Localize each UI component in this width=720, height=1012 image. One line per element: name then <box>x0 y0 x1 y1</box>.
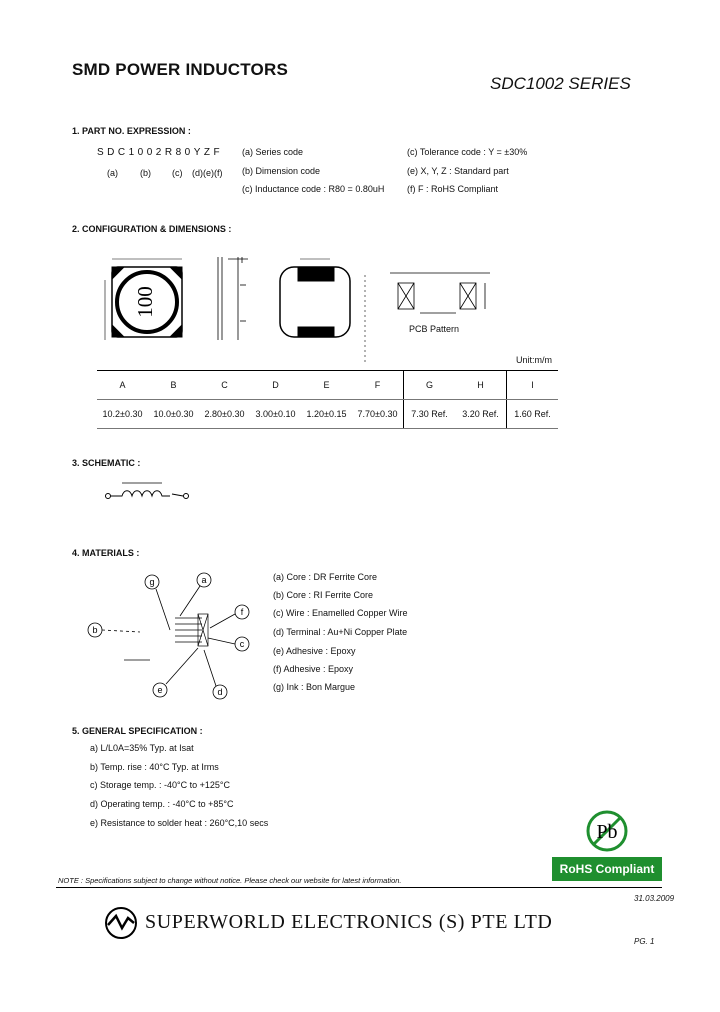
callout-a: a <box>201 575 207 585</box>
document-title: SMD POWER INDUCTORS <box>72 60 288 79</box>
part-desc-a: (a) Series code <box>242 147 304 157</box>
part-code: SDC1002R80YZF <box>97 147 224 158</box>
dim-header-g: G <box>404 371 456 400</box>
company-logo-icon <box>104 906 138 940</box>
dim-header-f: F <box>352 371 404 400</box>
pb-free-icon <box>584 808 630 854</box>
dim-value-a: 10.2±0.30 <box>97 400 148 429</box>
pb-symbol: Pb <box>596 821 618 843</box>
materials-drawing <box>80 568 260 708</box>
specification-note: NOTE : Specifications subject to change without notice. Please check our website for latest information. <box>58 876 402 885</box>
material-a: (a) Core : DR Ferrite Core <box>273 572 378 582</box>
spec-heading: 5. GENERAL SPECIFICATION : <box>72 726 203 736</box>
code-label-def: (d)(e)(f) <box>192 168 223 178</box>
dim-value-c: 2.80±0.30 <box>199 400 250 429</box>
dimensions-value-row <box>97 400 558 429</box>
schematic-drawing <box>100 480 200 508</box>
material-b: (b) Core : RI Ferrite Core <box>273 590 374 600</box>
material-d: (d) Terminal : Au+Ni Copper Plate <box>273 627 408 637</box>
dim-header-a: A <box>97 371 148 400</box>
config-heading: 2. CONFIGURATION & DIMENSIONS : <box>72 224 232 234</box>
code-label-b: (b) <box>140 168 151 178</box>
callout-g: g <box>149 577 155 587</box>
dim-value-h: 3.20 Ref. <box>455 400 507 429</box>
company-name: SUPERWORLD ELECTRONICS (S) PTE LTD <box>145 911 553 933</box>
dim-header-b: B <box>148 371 199 400</box>
spec-a: a) L/L0A=35% Typ. at Isat <box>90 743 194 753</box>
callout-d: d <box>217 687 223 697</box>
callout-c: c <box>239 639 245 649</box>
spec-d: d) Operating temp. : -40°C to +85°C <box>90 799 234 809</box>
callout-f: f <box>240 607 244 617</box>
page-number: PG. 1 <box>634 937 655 946</box>
code-label-c: (c) <box>172 168 183 178</box>
callout-e: e <box>157 685 163 695</box>
part-desc-tol: (c) Tolerance code : Y = ±30% <box>407 147 528 157</box>
dim-value-i: 1.60 Ref. <box>507 400 559 429</box>
dim-value-d: 3.00±0.10 <box>250 400 301 429</box>
part-desc-b: (b) Dimension code <box>242 166 321 176</box>
unit-label: Unit:m/m <box>516 355 552 365</box>
rohs-compliant-badge: RoHS Compliant <box>552 857 662 881</box>
dimensions-header-row <box>97 371 558 400</box>
schematic-heading: 3. SCHEMATIC : <box>72 458 141 468</box>
dim-header-e: E <box>301 371 352 400</box>
footer-divider <box>56 887 662 888</box>
material-g: (g) Ink : Bon Margue <box>273 682 356 692</box>
dim-header-c: C <box>199 371 250 400</box>
spec-b: b) Temp. rise : 40°C Typ. at Irms <box>90 762 219 772</box>
part-no-heading: 1. PART NO. EXPRESSION : <box>72 126 191 136</box>
inductor-marking: 100 <box>132 286 157 318</box>
dim-header-h: H <box>455 371 507 400</box>
document-date: 31.03.2009 <box>634 894 675 903</box>
side-view-drawing <box>218 257 248 340</box>
callout-b: b <box>92 625 98 635</box>
part-desc-c: (c) Inductance code : R80 = 0.80uH <box>242 184 385 194</box>
part-desc-xyz: (e) X, Y, Z : Standard part <box>407 166 509 176</box>
materials-heading: 4. MATERIALS : <box>72 548 140 558</box>
pcb-pattern-label: PCB Pattern <box>409 324 460 334</box>
spec-c: c) Storage temp. : -40°C to +125°C <box>90 780 231 790</box>
dim-header-d: D <box>250 371 301 400</box>
dim-value-g: 7.30 Ref. <box>404 400 456 429</box>
material-c: (c) Wire : Enamelled Copper Wire <box>273 608 408 618</box>
pcb-pattern-drawing <box>390 273 490 313</box>
dim-value-e: 1.20±0.15 <box>301 400 352 429</box>
spec-e: e) Resistance to solder heat : 260°C,10 secs <box>90 818 269 828</box>
bottom-view-drawing <box>280 259 365 363</box>
code-label-a: (a) <box>107 168 118 178</box>
material-e: (e) Adhesive : Epoxy <box>273 646 356 656</box>
dim-value-f: 7.70±0.30 <box>352 400 404 429</box>
dimension-drawings <box>90 245 510 370</box>
material-f: (f) Adhesive : Epoxy <box>273 664 354 674</box>
series-name: SDC1002 SERIES <box>490 74 631 93</box>
dim-header-i: I <box>507 371 559 400</box>
dimensions-table <box>97 370 558 429</box>
part-desc-f: (f) F : RoHS Compliant <box>407 184 499 194</box>
dim-value-b: 10.0±0.30 <box>148 400 199 429</box>
